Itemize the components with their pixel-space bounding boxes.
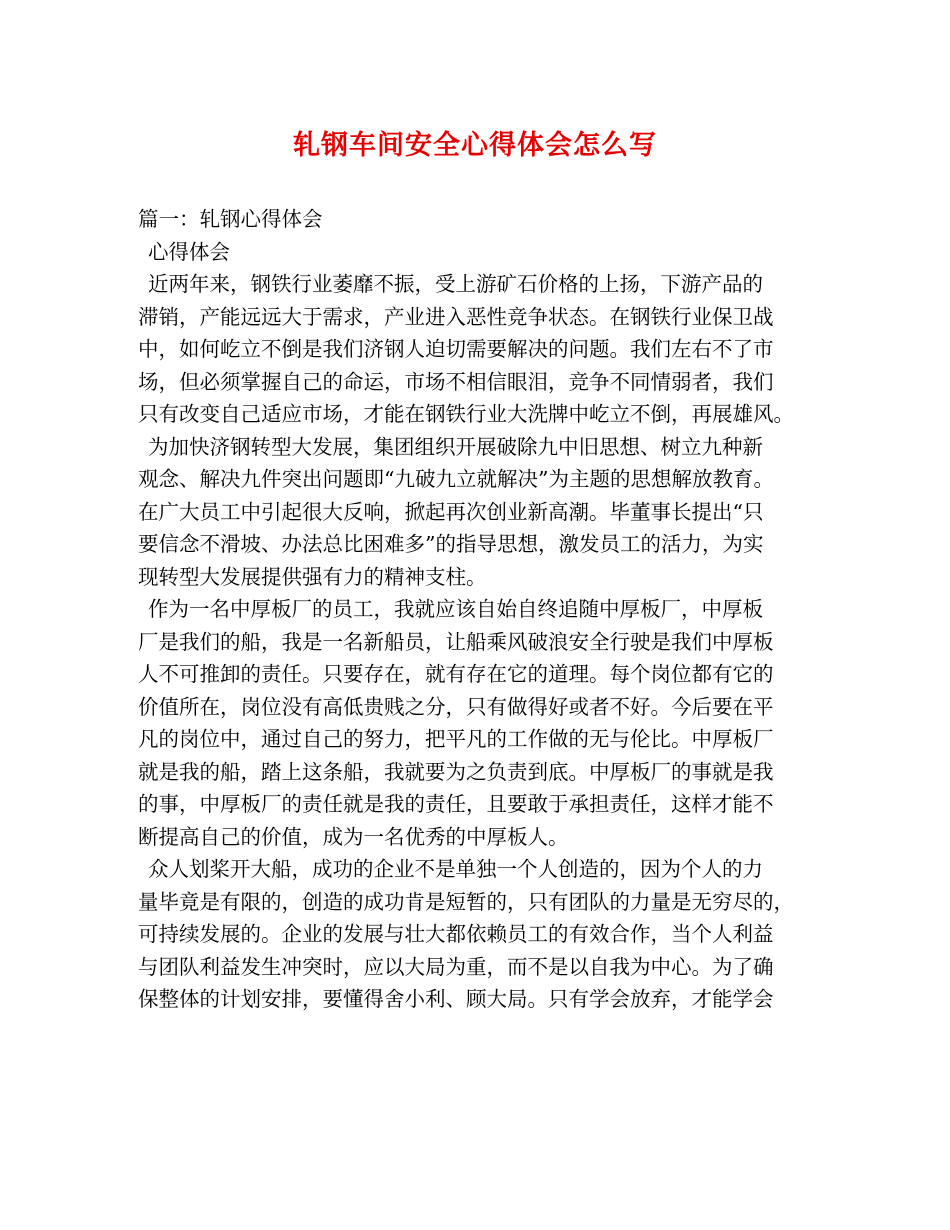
text-line: 场，但必须掌握自己的命运，市场不相信眼泪，竞争不同情弱者，我们 xyxy=(138,369,774,394)
text-line: 的事，中厚板厂的责任就是我的责任，且要敢于承担责任，这样才能不 xyxy=(138,792,774,816)
text-line: 作为一名中厚板厂的员工，我就应该自始自终追随中厚板厂，中厚板 xyxy=(148,597,763,621)
text-line: 滞销，产能远远大于需求，产业进入恶性竞争状态。在钢铁行业保卫战 xyxy=(138,304,774,329)
text-line: 断提高自己的价值，成为一名优秀的中厚板人。 xyxy=(138,824,569,849)
text-line: 观念、解决九件突出问题即“九破九立就解决”为主题的思想解放教育。 xyxy=(138,467,774,491)
text-line: 篇一：轧钢心得体会 xyxy=(138,207,323,231)
text-line: 心得体会 xyxy=(148,239,230,264)
text-line: 价值所在，岗位没有高低贵贱之分，只有做得好或者不好。今后要在平 xyxy=(138,694,774,719)
text-line: 厂是我们的船，我是一名新船员，让船乘风破浪安全行驶是我们中厚板 xyxy=(138,629,774,654)
text-line: 在广大员工中引起很大反响，掀起再次创业新高潮。毕董事长提出“只 xyxy=(138,499,764,524)
text-line: 要信念不滑坡、办法总比困难多”的指导思想，激发员工的活力，为实 xyxy=(138,532,764,556)
text-line: 众人划桨开大船，成功的企业不是单独一个人创造的，因为个人的力 xyxy=(148,857,763,881)
text-line: 近两年来，钢铁行业萎靡不振，受上游矿石价格的上扬，下游产品的 xyxy=(148,272,763,296)
document-title: 轧钢车间安全心得体会怎么写 xyxy=(293,130,657,161)
document-body xyxy=(138,203,828,1016)
text-line: 量毕竟是有限的，创造的成功肯是短暂的，只有团队的力量是无穷尽的， xyxy=(138,889,794,914)
text-line: 人不可推卸的责任。只要存在，就有存在它的道理。每个岗位都有它的 xyxy=(138,662,774,686)
text-line: 保整体的计划安排，要懂得舍小利、顾大局。只有学会放弃，才能学会 xyxy=(138,987,774,1011)
text-line: 为加快济钢转型大发展，集团组织开展破除九中旧思想、树立九种新 xyxy=(148,434,763,459)
text-line: 现转型大发展提供强有力的精神支柱。 xyxy=(138,564,487,589)
text-line: 就是我的船，踏上这条船，我就要为之负责到底。中厚板厂的事就是我 xyxy=(138,759,774,784)
text-line: 凡的岗位中，通过自己的努力，把平凡的工作做的无与伦比。中厚板厂 xyxy=(138,727,774,751)
text-line: 只有改变自己适应市场，才能在钢铁行业大洗牌中屹立不倒，再展雄风。 xyxy=(138,402,794,426)
text-line: 与团队利益发生冲突时，应以大局为重，而不是以自我为中心。为了确 xyxy=(138,954,774,979)
text-line: 中，如何屹立不倒是我们济钢人迫切需要解决的问题。我们左右不了市 xyxy=(138,337,774,361)
text-line: 可持续发展的。企业的发展与壮大都依赖员工的有效合作，当个人利益 xyxy=(138,922,774,946)
